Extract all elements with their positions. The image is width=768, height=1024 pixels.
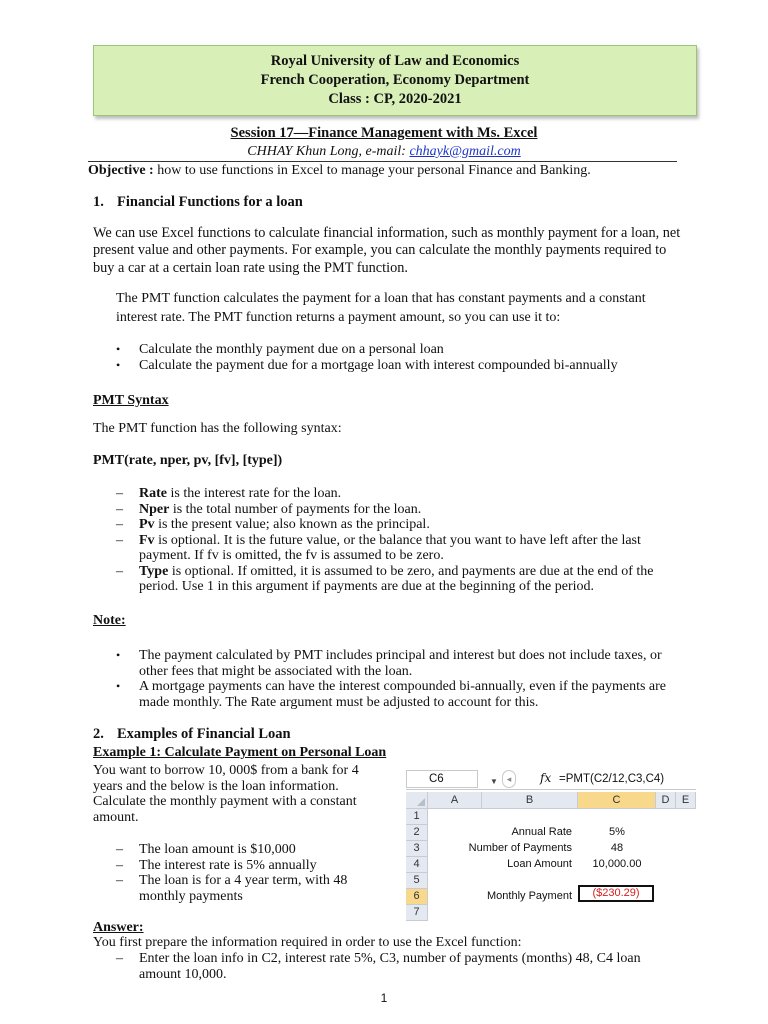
arguments-list — [116, 486, 676, 595]
cell-c6[interactable]: ($230.29) — [578, 885, 654, 902]
section2-heading — [93, 727, 291, 743]
syntax-intro: The PMT function has the following syntax: — [93, 421, 342, 436]
objective-text: how to use functions in Excel to manage your personal Finance and Banking. — [153, 163, 591, 178]
pmt-uses-list — [116, 342, 686, 373]
author-name: CHHAY Khun Long, e-mail: — [247, 144, 410, 159]
cell-c3[interactable]: 48 — [610, 842, 624, 854]
formula-bar — [406, 768, 696, 790]
row-header-4[interactable]: 4 — [406, 857, 428, 873]
header-box — [93, 45, 697, 116]
list-item: • A mortgage payments can have the interest compounded bi-annually, even if the payments are made monthly. The Rate argument must be adjusted to account for this. — [116, 679, 686, 710]
argument-term: Nper — [139, 501, 170, 517]
column-header-a[interactable]: A — [428, 792, 482, 809]
column-header-c[interactable]: C — [578, 792, 656, 809]
row-header-7[interactable]: 7 — [406, 905, 428, 921]
list-item — [116, 517, 676, 533]
section1-intro: We can use Excel functions to calculate financial information, such as monthly payment for a loan, net present value and other payments. For example, you can calculate the monthly payments required to buy a car at a certain loan rate using the PMT function. — [93, 225, 681, 276]
formula-input[interactable]: =PMT(C2/12,C3,C4) — [559, 773, 665, 785]
note-heading: Note: — [93, 613, 126, 628]
list-item — [116, 486, 676, 502]
section2-number: 2. — [93, 726, 104, 742]
syntax-heading: PMT Syntax — [93, 393, 169, 408]
argument-desc: is the total number of payments for the loan. — [169, 501, 422, 517]
row-header-5[interactable]: 5 — [406, 873, 428, 889]
list-item — [116, 533, 676, 564]
cell-c4[interactable]: 10,000.00 — [592, 858, 642, 870]
objective-label: Objective : — [88, 163, 154, 178]
argument-term: Rate — [139, 486, 167, 501]
excel-screenshot — [406, 768, 696, 918]
example1-text: You want to borrow 10, 000$ from a bank for 4 years and the below is the loan information. Calculate the monthly payment with a constant amount. — [93, 763, 359, 825]
list-item: • The payment calculated by PMT includes principal and interest but does not include taxes, or other fees that might be associated with the loan. — [116, 648, 686, 679]
list-item: – The interest rate is 5% annually — [116, 858, 376, 874]
list-item — [116, 502, 676, 518]
chevron-down-icon[interactable]: ▼ — [490, 777, 498, 786]
author-line — [0, 144, 768, 160]
section2-title: Examples of Financial Loan — [117, 726, 291, 742]
list-item: – The loan amount is $10,000 — [116, 842, 376, 858]
syntax-formula: PMT(rate, nper, pv, [fv], [type]) — [93, 453, 283, 468]
column-header-b[interactable]: B — [482, 792, 578, 809]
class-name: Class : CP, 2020-2021 — [328, 91, 462, 107]
function-icon[interactable]: fx — [540, 771, 552, 785]
row-header-3[interactable]: 3 — [406, 841, 428, 857]
argument-desc: is optional. It is the future value, or the balance that you want to have left after the last payment. If fv is omitted, the fv is assumed to be zero. — [139, 532, 641, 563]
row-header-6[interactable]: 6 — [406, 889, 428, 905]
department-name: French Cooperation, Economy Department — [260, 72, 530, 88]
objective — [88, 163, 591, 179]
notes-list — [116, 648, 686, 710]
argument-desc: is the present value; also known as the principal. — [154, 517, 430, 532]
argument-term: Type — [139, 563, 169, 579]
select-all-corner[interactable] — [406, 792, 428, 809]
argument-desc: is optional. If omitted, it is assumed to be zero, and payments are due at the end of the period. Use 1 in this argument if payments are due at the beginning of the period. — [139, 563, 654, 594]
list-item — [116, 564, 676, 595]
section1-number: 1. — [93, 194, 104, 210]
example1-heading: Example 1: Calculate Payment on Personal Loan — [93, 745, 387, 760]
section1-title: Financial Functions for a loan — [117, 194, 303, 210]
list-item: – The loan is for a 4 year term, with 48 monthly payments — [116, 873, 376, 904]
row-header-2[interactable]: 2 — [406, 825, 428, 841]
page-number: 1 — [380, 991, 388, 1005]
separator-handle-icon: ◂ — [502, 770, 516, 788]
divider — [88, 161, 677, 162]
argument-term: Fv — [139, 532, 155, 548]
session-title: Session 17—Finance Management with Ms. Excel — [230, 125, 538, 141]
university-name: Royal University of Law and Economics — [270, 53, 520, 69]
list-item: • Calculate the payment due for a mortgage loan with interest compounded bi-annually — [116, 358, 686, 374]
cell-c2[interactable]: 5% — [609, 826, 625, 838]
cell-b3[interactable]: Number of Payments — [468, 842, 572, 854]
loan-facts-list — [116, 842, 376, 904]
name-box[interactable]: C6 — [406, 770, 478, 788]
answer-text: You first prepare the information required in order to use the Excel function: — [93, 935, 522, 950]
section1-heading — [93, 195, 303, 211]
cell-b6[interactable]: Monthly Payment — [487, 890, 572, 902]
list-item: – Enter the loan info in C2, interest rate 5%, C3, number of payments (months) 48, C4 loan amount 10,000. — [116, 951, 676, 982]
argument-desc: is the interest rate for the loan. — [167, 486, 342, 501]
column-header-d[interactable]: D — [656, 792, 676, 809]
list-item: • Calculate the monthly payment due on a personal loan — [116, 342, 686, 358]
argument-term: Pv — [139, 517, 155, 532]
answer-steps-list — [116, 951, 676, 982]
row-header-1[interactable]: 1 — [406, 809, 428, 825]
cell-b2[interactable]: Annual Rate — [511, 826, 572, 838]
column-header-e[interactable]: E — [676, 792, 696, 809]
pmt-description: The PMT function calculates the payment for a loan that has constant payments and a constant interest rate. The PMT function returns a payment amount, so you can use it to: — [116, 291, 646, 325]
answer-heading: Answer: — [93, 920, 144, 935]
email-link[interactable]: chhayk@gmail.com — [409, 144, 521, 159]
cell-b4[interactable]: Loan Amount — [507, 858, 572, 870]
